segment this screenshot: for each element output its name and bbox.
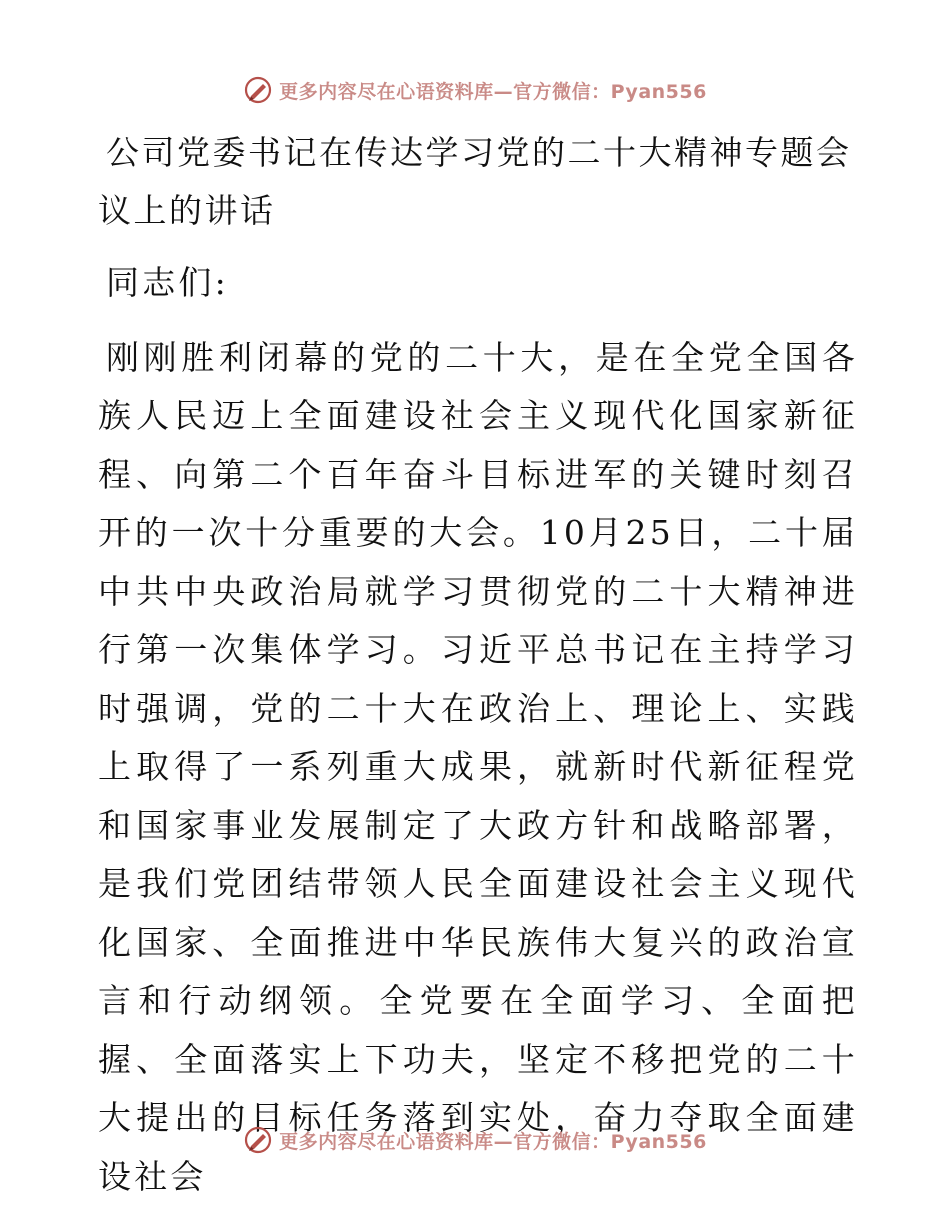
body-paragraph: 刚刚胜利闭幕的党的二十大，是在全党全国各族人民迈上全面建设社会主义现代化国家新征程、向第二个百年奋斗目标进军的关键时刻召开的一次十分重要的大会。10月25日，二十届中共中央政治局就学习贯彻党的二十大精神进行第一次集体学习。习近平总书记在主持学习时强调，党的二十大在政治上、理论上、实践上取得了一系列重大成果，就新时代新征程党和国家事业发展制定了大政方针和战略部署，是我们党团结带领人民全面建设社会主义现代化国家、全面推进中华民族伟大复兴的政治宣言和行动纲领。全党要在全面学习、全面把握、全面落实上下功夫，坚定不移把党的二十大提出的目标任务落到实处，奋力夺取全面建设社会 xyxy=(98,337,858,1196)
watermark-header xyxy=(0,70,950,110)
watermark-footer xyxy=(0,1120,950,1160)
watermark-text: 更多内容尽在心语资料库—官方微信：Pyan556 xyxy=(279,80,707,103)
document-title: 公司党委书记在传达学习党的二十大精神专题会议上的讲话 xyxy=(98,133,852,230)
pen-logo-icon xyxy=(243,1125,273,1155)
watermark-text: 更多内容尽在心语资料库—官方微信：Pyan556 xyxy=(279,1130,707,1153)
greeting: 同志们: xyxy=(106,263,229,302)
pen-logo-icon xyxy=(243,75,273,105)
document-body xyxy=(98,124,858,1206)
